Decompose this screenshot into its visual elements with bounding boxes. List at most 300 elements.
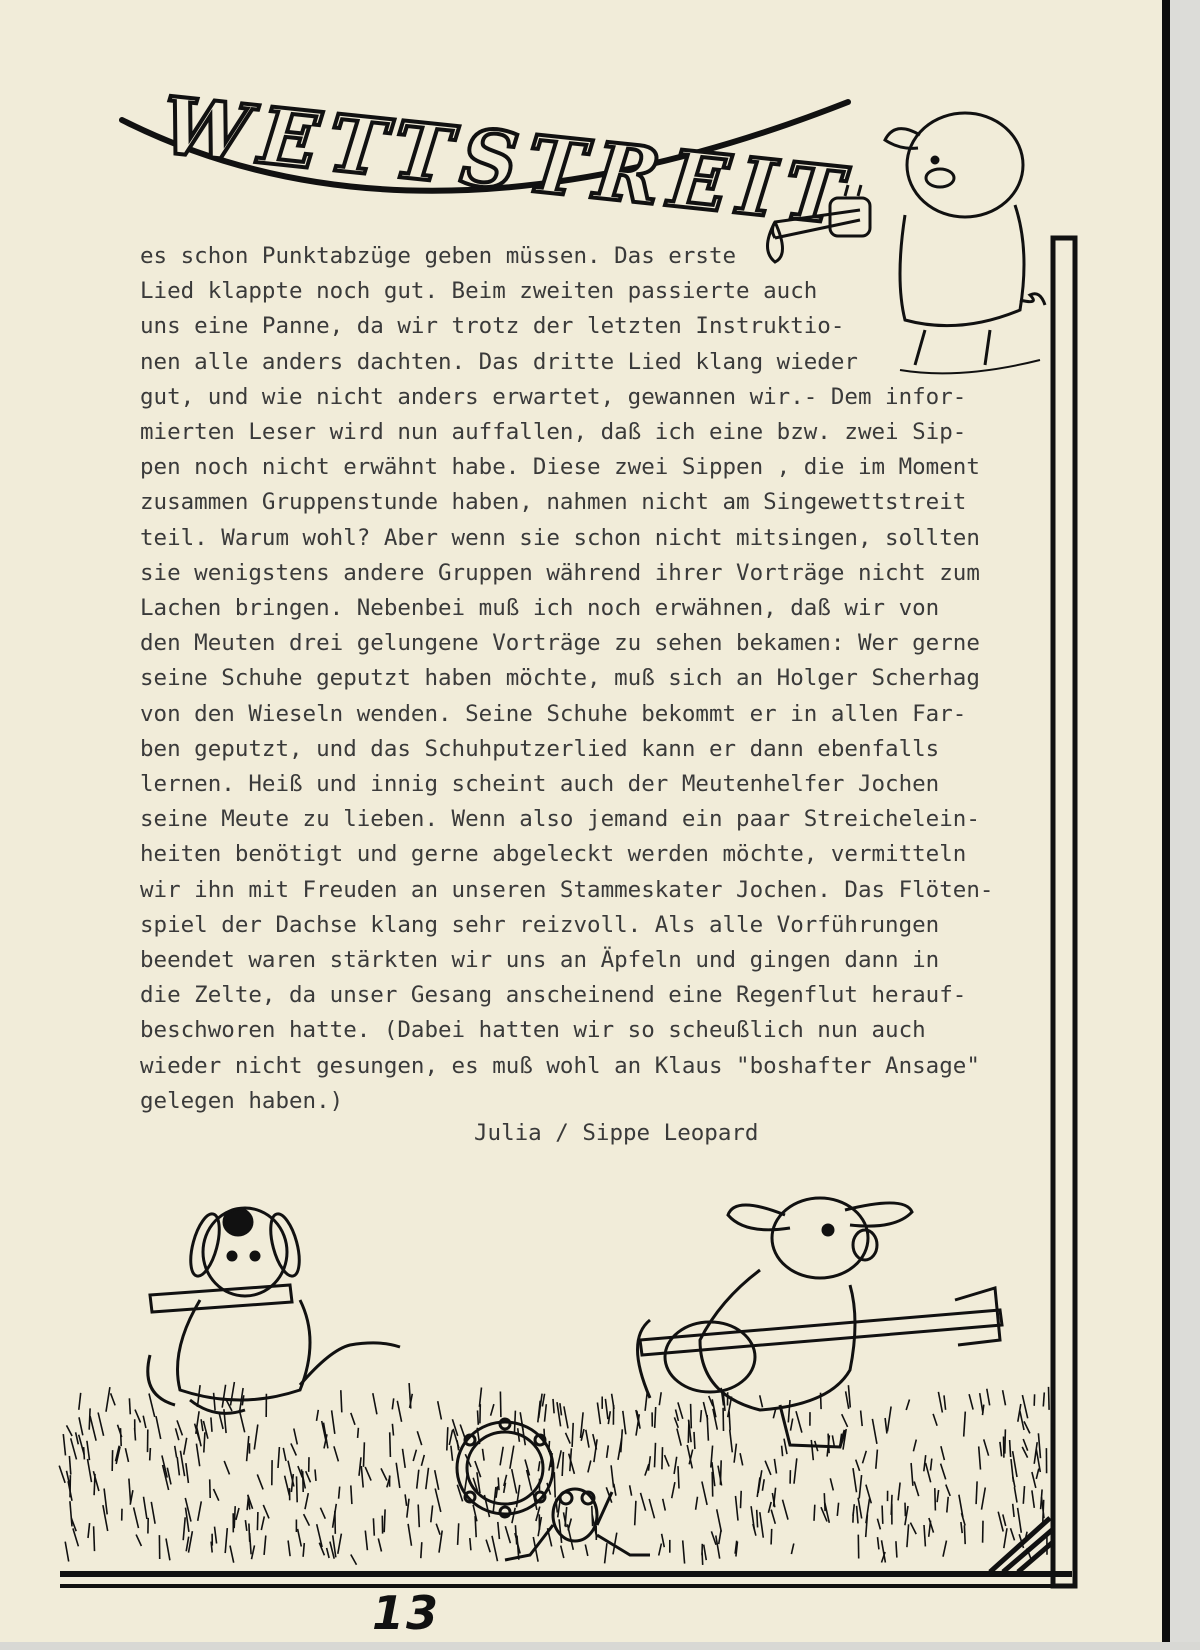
- grass-stroke: [655, 1443, 656, 1468]
- grass-stroke: [961, 1522, 962, 1533]
- grass-stroke: [409, 1383, 411, 1409]
- grass-stroke: [768, 1502, 771, 1513]
- grass-stroke: [303, 1543, 304, 1557]
- grass-stroke: [1005, 1429, 1006, 1453]
- grass-stroke: [811, 1440, 813, 1460]
- grass-stroke: [674, 1457, 677, 1474]
- grass-stroke: [88, 1459, 92, 1482]
- grass-stroke: [438, 1401, 442, 1419]
- grass-stroke: [59, 1466, 65, 1483]
- grass-stroke: [760, 1512, 764, 1538]
- grass-stroke: [518, 1428, 520, 1442]
- grass-stroke: [783, 1500, 789, 1520]
- grass-stroke: [493, 1487, 496, 1512]
- grass-stroke: [907, 1524, 909, 1547]
- grass-stroke: [435, 1470, 439, 1490]
- grass-stroke: [305, 1493, 308, 1509]
- grass-stroke: [856, 1460, 860, 1471]
- grass-stroke: [588, 1461, 591, 1473]
- grass-stroke: [396, 1463, 400, 1488]
- body-line: mierten Leser wird nun auffallen, daß ich eine bzw. zwei Sip-: [140, 419, 967, 445]
- grass-stroke: [896, 1541, 897, 1557]
- grass-stroke: [88, 1523, 90, 1538]
- body-line: teil. Warum wohl? Aber wenn sie schon nicht mitsingen, sollten: [140, 524, 980, 551]
- grass-stroke: [421, 1455, 424, 1466]
- body-line: Lachen bringen. Nebenbei muß ich noch erwähnen, daß wir von: [140, 595, 940, 621]
- grass-stroke: [760, 1395, 763, 1407]
- grass-stroke: [297, 1476, 298, 1502]
- grass-stroke: [151, 1502, 155, 1524]
- grass-stroke: [177, 1420, 182, 1435]
- grass-stroke: [885, 1418, 887, 1434]
- grass-stroke: [736, 1496, 739, 1521]
- heading-banner: [122, 80, 857, 243]
- grass-stroke: [351, 1413, 355, 1425]
- grass-stroke: [611, 1465, 614, 1487]
- grass-stroke: [946, 1485, 950, 1496]
- frog-icon: [505, 1489, 650, 1560]
- grass-stroke: [512, 1469, 517, 1493]
- heading-letters: WETTSTREIT: [158, 80, 858, 244]
- body-line: ben geputzt, und das Schuhputzerlied kann er dann ebenfalls: [140, 735, 940, 762]
- rabbit-guitar-icon: [638, 1198, 1003, 1447]
- grass-stroke: [1011, 1459, 1013, 1482]
- grass-stroke: [1043, 1392, 1044, 1406]
- grass-stroke: [853, 1468, 857, 1492]
- body-line: es schon Punktabzüge geben müssen. Das erste: [140, 243, 737, 269]
- grass-stroke: [984, 1439, 989, 1455]
- grass-stroke: [702, 1482, 707, 1505]
- grass-stroke: [734, 1444, 736, 1463]
- grass-stroke: [663, 1499, 666, 1511]
- grass-stroke: [863, 1451, 867, 1464]
- grass-stroke: [470, 1538, 471, 1550]
- body-line: heiten benötigt und gerne abgeleckt werden möchte, vermitteln: [140, 841, 967, 868]
- grass-stroke: [196, 1444, 199, 1467]
- grass-stroke: [676, 1410, 679, 1421]
- grass-stroke: [373, 1518, 374, 1535]
- grass-stroke: [561, 1546, 564, 1559]
- grass-stroke: [1022, 1395, 1027, 1418]
- grass-stroke: [175, 1446, 177, 1458]
- grass-stroke: [857, 1506, 858, 1524]
- grass-stroke: [254, 1425, 257, 1450]
- grass-stroke: [234, 1506, 235, 1528]
- grass-stroke: [417, 1470, 419, 1489]
- body-line: lernen. Heiß und innig scheint auch der Meutenhelfer Jochen: [140, 771, 940, 797]
- grass-stroke: [89, 1408, 90, 1429]
- grass-stroke: [1013, 1504, 1014, 1517]
- grass-stroke: [1000, 1442, 1002, 1457]
- grass-stroke: [757, 1510, 758, 1528]
- grass-stroke: [585, 1545, 588, 1556]
- grass-stroke: [397, 1401, 401, 1422]
- grass-stroke: [730, 1430, 733, 1453]
- grass-stroke: [135, 1428, 136, 1441]
- grass-stroke: [65, 1542, 69, 1562]
- grass-stroke: [891, 1495, 892, 1515]
- grass-stroke: [214, 1489, 219, 1501]
- grass-stroke: [257, 1512, 258, 1530]
- grass-stroke: [784, 1439, 787, 1455]
- grass-stroke: [696, 1497, 698, 1510]
- grass-stroke: [500, 1392, 501, 1418]
- grass-stroke: [460, 1425, 466, 1441]
- grass-stroke: [247, 1436, 249, 1461]
- body-line: zusammen Gruppenstunde haben, nahmen nicht am Singewettstreit: [140, 489, 967, 516]
- grass-stroke: [407, 1499, 409, 1518]
- grass-stroke: [514, 1411, 515, 1435]
- grass-stroke: [479, 1388, 481, 1407]
- body-line: gelegen haben.): [140, 1087, 344, 1114]
- grass-stroke: [924, 1525, 925, 1546]
- grass-stroke: [824, 1493, 825, 1511]
- grass-stroke: [672, 1482, 675, 1498]
- grass-stroke: [204, 1432, 205, 1452]
- grass-stroke: [1032, 1490, 1034, 1508]
- grass-stroke: [378, 1538, 381, 1551]
- grass-stroke: [814, 1505, 815, 1521]
- grass-stroke: [878, 1537, 879, 1549]
- grass-stroke: [762, 1479, 764, 1491]
- grass-stroke: [1003, 1514, 1006, 1526]
- grass-stroke: [76, 1432, 79, 1444]
- grass-stroke: [794, 1458, 797, 1483]
- grass-stroke: [517, 1485, 520, 1507]
- page-number: 13: [372, 1586, 441, 1640]
- grass-stroke: [79, 1393, 81, 1410]
- grass-stroke: [317, 1410, 319, 1421]
- grass-stroke: [771, 1510, 775, 1524]
- grass-stroke: [938, 1392, 942, 1413]
- grass-stroke: [976, 1481, 977, 1504]
- grass-stroke: [465, 1475, 467, 1491]
- grass-stroke: [931, 1459, 932, 1471]
- grass-stroke: [491, 1404, 494, 1416]
- grass-stroke: [1024, 1421, 1030, 1433]
- grass-stroke: [694, 1432, 695, 1449]
- grass-stroke: [418, 1505, 419, 1528]
- grass-stroke: [665, 1455, 670, 1466]
- grass-stroke: [134, 1507, 139, 1528]
- grass-stroke: [186, 1463, 189, 1483]
- grass-stroke: [1018, 1508, 1022, 1533]
- grass-stroke: [381, 1468, 387, 1480]
- grass-stroke: [211, 1542, 212, 1553]
- grass-stroke: [683, 1540, 685, 1563]
- grass-stroke: [449, 1430, 452, 1445]
- grass-stroke: [649, 1456, 651, 1471]
- grass-stroke: [201, 1419, 203, 1431]
- grass-stroke: [156, 1416, 161, 1439]
- grass-stroke: [339, 1487, 340, 1499]
- scan-edge-bottom: [0, 1642, 1200, 1650]
- grass-stroke: [702, 1553, 703, 1565]
- grass-stroke: [796, 1411, 802, 1432]
- grass-stroke: [557, 1450, 561, 1468]
- grass-stroke: [1049, 1387, 1050, 1410]
- grass-stroke: [261, 1516, 264, 1530]
- grass-stroke: [774, 1459, 776, 1474]
- grass-stroke: [876, 1450, 878, 1469]
- grass-stroke: [782, 1446, 783, 1457]
- grass-stroke: [623, 1411, 626, 1434]
- grass-stroke: [176, 1428, 179, 1440]
- grass-stroke: [183, 1517, 185, 1540]
- grass-stroke: [364, 1442, 365, 1467]
- grass-stroke: [285, 1476, 290, 1496]
- grass-stroke: [704, 1545, 707, 1561]
- grass-stroke: [306, 1471, 311, 1482]
- grass-stroke: [910, 1523, 916, 1535]
- grass-stroke: [717, 1509, 722, 1531]
- grass-stroke: [498, 1522, 500, 1539]
- grass-stroke: [788, 1400, 790, 1422]
- grass-stroke: [392, 1424, 393, 1436]
- grass-stroke: [79, 1417, 83, 1435]
- grass-stroke: [431, 1505, 433, 1522]
- grass-stroke: [361, 1466, 363, 1488]
- grass-stroke: [1032, 1472, 1036, 1488]
- grass-stroke: [210, 1479, 211, 1498]
- grass-stroke: [877, 1519, 880, 1530]
- grass-stroke: [969, 1394, 973, 1409]
- grass-stroke: [219, 1414, 223, 1429]
- grass-stroke: [365, 1531, 367, 1551]
- body-line: Lied klappte noch gut. Beim zweiten passierte auch: [140, 278, 818, 305]
- grass-stroke: [791, 1544, 793, 1555]
- grass-stroke: [167, 1468, 171, 1485]
- grass-stroke: [320, 1508, 325, 1519]
- grass-stroke: [987, 1389, 990, 1406]
- grass-stroke: [189, 1531, 193, 1552]
- body-line: von den Wieseln wenden. Seine Schuhe bekommt er in allen Far-: [140, 700, 967, 727]
- grass-stroke: [545, 1404, 547, 1422]
- grass-stroke: [129, 1398, 130, 1414]
- grass-stroke: [358, 1428, 359, 1438]
- grass-stroke: [245, 1520, 246, 1531]
- grass-stroke: [303, 1471, 304, 1492]
- grass-stroke: [239, 1410, 244, 1433]
- grass-stroke: [359, 1457, 361, 1476]
- grass-stroke: [562, 1452, 563, 1476]
- grass-stroke: [214, 1393, 216, 1411]
- grass-stroke: [719, 1531, 721, 1545]
- grass-stroke: [143, 1416, 146, 1428]
- grass-stroke: [125, 1448, 128, 1462]
- grass-stroke: [403, 1449, 406, 1468]
- grass-stroke: [740, 1453, 743, 1465]
- grass-stroke: [542, 1394, 544, 1407]
- grass-stroke: [373, 1393, 377, 1414]
- grass-stroke: [568, 1519, 571, 1531]
- body-line: seine Schuhe geputzt haben möchte, muß sich an Holger Scherhag: [140, 665, 980, 692]
- grass-stroke: [1036, 1469, 1039, 1479]
- grass-stroke: [842, 1414, 848, 1427]
- body-line: spiel der Dachse klang sehr reizvoll. Als alle Vorführungen: [140, 911, 940, 938]
- grass-stroke: [911, 1463, 913, 1486]
- grass-stroke: [906, 1400, 909, 1411]
- grass-stroke: [848, 1385, 850, 1407]
- grass-stroke: [607, 1445, 609, 1458]
- grass-stroke: [483, 1449, 485, 1461]
- grass-stroke: [898, 1483, 900, 1501]
- grass-stroke: [338, 1534, 342, 1554]
- body-line: beendet waren stärkten wir uns an Äpfeln und gingen dann in: [140, 947, 940, 973]
- grass-stroke: [662, 1447, 663, 1469]
- grass-stroke: [341, 1390, 342, 1412]
- grass-stroke: [90, 1416, 96, 1441]
- grass-stroke: [426, 1468, 429, 1489]
- grass-stroke: [84, 1447, 85, 1459]
- grass-stroke: [166, 1539, 170, 1561]
- grass-stroke: [351, 1485, 352, 1504]
- grass-stroke: [67, 1425, 73, 1436]
- grass-stroke: [872, 1419, 877, 1444]
- grass-stroke: [451, 1446, 453, 1461]
- grass-stroke: [933, 1414, 937, 1426]
- grass-stroke: [390, 1432, 391, 1457]
- grass-stroke: [222, 1385, 225, 1408]
- grass-stroke: [572, 1423, 573, 1447]
- body-line: den Meuten drei gelungene Vorträge zu sehen bekamen: Wer gerne: [140, 630, 980, 657]
- grass-stroke: [177, 1457, 179, 1475]
- grass-stroke: [741, 1491, 742, 1508]
- grass-stroke: [830, 1478, 833, 1490]
- grass-stroke: [510, 1446, 514, 1469]
- grass-stroke: [645, 1392, 647, 1411]
- body-line: wir ihn mit Freuden an unseren Stammeskater Jochen. Das Flöten-: [140, 876, 994, 903]
- author-signature: Julia / Sippe Leopard: [474, 1120, 759, 1146]
- grass-stroke: [211, 1417, 212, 1431]
- grass-stroke: [703, 1402, 707, 1419]
- grass-stroke: [1023, 1486, 1024, 1504]
- grass-stroke: [926, 1463, 931, 1482]
- grass-stroke: [230, 1546, 234, 1563]
- grass-stroke: [294, 1429, 298, 1445]
- grass-stroke: [605, 1543, 607, 1563]
- grass-stroke: [327, 1548, 330, 1558]
- grass-stroke: [544, 1429, 545, 1445]
- grass-stroke: [858, 1498, 862, 1519]
- dog-flute-icon: [148, 1208, 400, 1413]
- grass-stroke: [291, 1443, 296, 1455]
- grass-stroke: [700, 1410, 701, 1422]
- body-line: seine Meute zu lieben. Wenn also jemand ein paar Streichelein-: [140, 806, 980, 833]
- grass-stroke: [224, 1461, 229, 1475]
- grass-stroke: [184, 1438, 187, 1455]
- grass-stroke: [478, 1410, 479, 1424]
- grass-stroke: [549, 1441, 550, 1452]
- grass-stroke: [861, 1411, 863, 1427]
- body-line: sie wenigstens andere Gruppen während ihrer Vorträge nicht zum: [140, 559, 980, 586]
- grass-stroke: [278, 1447, 279, 1468]
- grass-stroke: [712, 1472, 713, 1497]
- grass-stroke: [982, 1488, 986, 1510]
- grass-stroke: [421, 1542, 422, 1558]
- grass-stroke: [944, 1395, 946, 1409]
- grass-stroke: [486, 1540, 490, 1553]
- body-line: nen alle anders dachten. Das dritte Lied klang wieder: [140, 348, 858, 375]
- body-line: uns eine Panne, da wir trotz der letzten Instruktio-: [140, 313, 845, 340]
- grass-stroke: [662, 1534, 665, 1547]
- grass-stroke: [605, 1399, 608, 1419]
- grass-stroke: [729, 1411, 730, 1430]
- grass-stroke: [630, 1485, 632, 1495]
- grass-stroke: [846, 1391, 849, 1409]
- grass-stroke: [257, 1474, 263, 1489]
- grass-stroke: [935, 1488, 936, 1510]
- grass-stroke: [711, 1531, 716, 1544]
- grass-stroke: [649, 1499, 654, 1518]
- grass-stroke: [252, 1545, 255, 1559]
- grass-stroke: [106, 1387, 110, 1412]
- grass-stroke: [691, 1404, 692, 1429]
- grass-stroke: [144, 1497, 147, 1519]
- grass-stroke: [937, 1490, 939, 1502]
- grass-stroke: [566, 1433, 571, 1444]
- grass-stroke: [821, 1393, 822, 1409]
- grass-stroke: [941, 1464, 946, 1480]
- grass-stroke: [1014, 1487, 1017, 1502]
- grass-stroke: [1020, 1411, 1024, 1430]
- grass-stroke: [635, 1501, 636, 1526]
- grass-stroke: [413, 1450, 416, 1461]
- grass-stroke: [655, 1407, 656, 1428]
- grass-stroke: [771, 1529, 772, 1545]
- body-line: wieder nicht gesungen, es muß wohl an Klaus "boshafter Ansage": [140, 1052, 980, 1079]
- grass-stroke: [231, 1382, 235, 1406]
- grass-stroke: [641, 1493, 646, 1511]
- grass-stroke: [498, 1477, 499, 1490]
- grass-stroke: [351, 1555, 357, 1565]
- grass-stroke: [659, 1544, 662, 1556]
- grass-stroke: [63, 1434, 65, 1455]
- grass-stroke: [71, 1438, 77, 1459]
- grass-stroke: [505, 1526, 510, 1543]
- grass-stroke: [87, 1441, 90, 1460]
- grass-stroke: [1004, 1528, 1007, 1548]
- grass-stroke: [283, 1448, 286, 1461]
- grass-stroke: [564, 1406, 568, 1428]
- grass-stroke: [1003, 1390, 1006, 1405]
- grass-stroke: [334, 1446, 339, 1461]
- grass-stroke: [417, 1431, 421, 1445]
- grass-stroke: [608, 1411, 610, 1424]
- grass-stroke: [1010, 1440, 1011, 1457]
- grass-stroke: [941, 1446, 945, 1460]
- body-line: gut, und wie nicht anders erwartet, gewannen wir.- Dem infor-: [140, 383, 967, 410]
- grass-stroke: [586, 1430, 589, 1448]
- grass-stroke: [264, 1536, 266, 1555]
- grass-stroke: [791, 1419, 793, 1431]
- grass-stroke: [837, 1503, 838, 1516]
- grass-stroke: [964, 1525, 965, 1544]
- grass-stroke: [500, 1447, 503, 1466]
- grass-stroke: [1011, 1528, 1015, 1540]
- grass-stroke: [129, 1479, 131, 1503]
- grass-stroke: [832, 1435, 834, 1447]
- scan-edge-right: [1162, 0, 1200, 1650]
- grass-stroke: [943, 1541, 947, 1557]
- grass-stroke: [554, 1472, 555, 1497]
- grass-stroke: [979, 1446, 981, 1469]
- grass-stroke: [225, 1528, 227, 1553]
- grass-stroke: [538, 1461, 540, 1471]
- grass-stroke: [250, 1533, 252, 1554]
- body-line: pen noch nicht erwähnt habe. Diese zwei Sippen , die im Moment: [140, 454, 980, 481]
- grass-stroke: [365, 1467, 371, 1481]
